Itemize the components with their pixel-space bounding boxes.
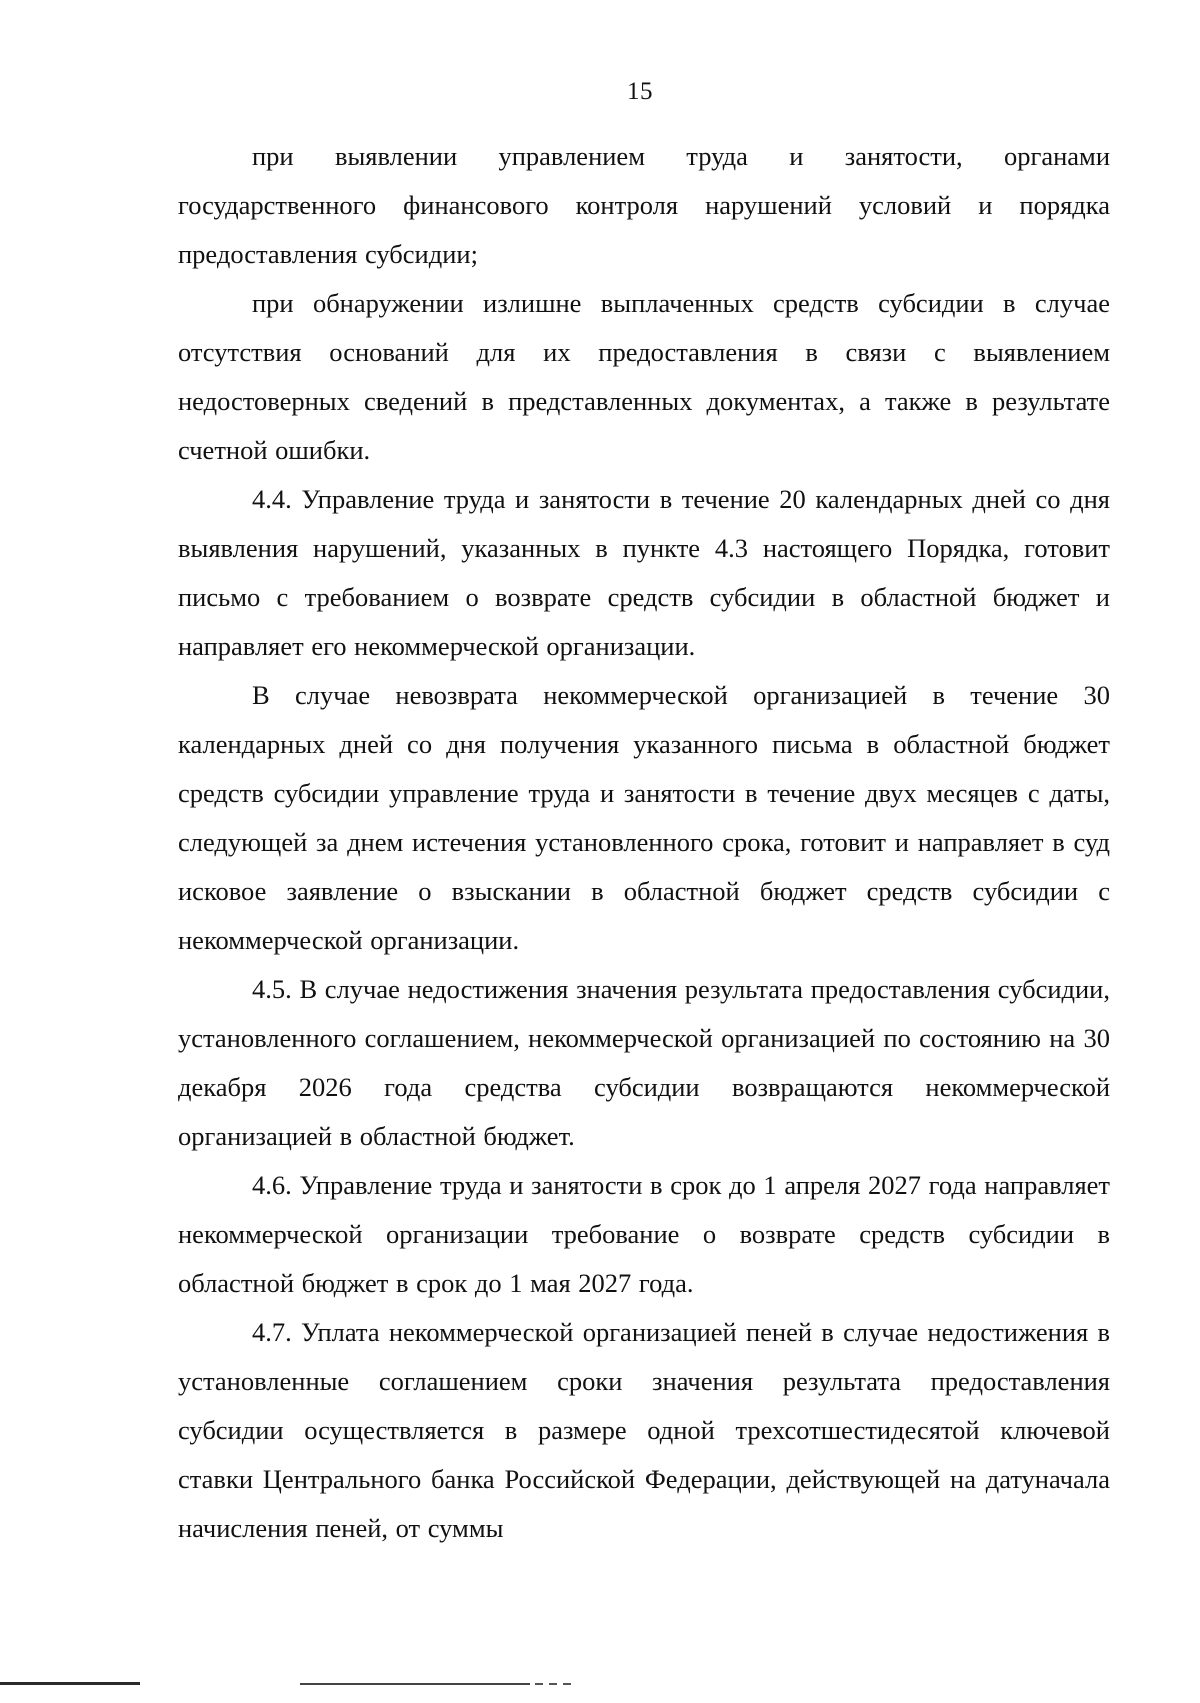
- paragraph-violation-detection: при выявлении управлением труда и занятости, органами государственного финансового контроля нарушений условий и порядка предоставления субсидии;: [178, 141, 1110, 269]
- document-body: [178, 132, 1110, 1553]
- paragraph-4-5: 4.5. В случае недостижения значения результата предоставления субсидии, установленного соглашением, некоммерческой организацией по состоянию на 30 декабря 2026 года средства субсидии возвращаются некоммерческой организацией в областной бюджет.: [178, 974, 1110, 1151]
- paragraph-non-return: В случае невозврата некоммерческой организацией в течение 30 календарных дней со дня получения указанного письма в областной бюджет средств субсидии управление труда и занятости в течение двух месяцев с даты, следующей за днем истечения установленного срока, готовит и направляет в суд исковое заявление о взыскании в областной бюджет средств субсидии с некоммерческой организации.: [178, 680, 1110, 955]
- paragraph-4-6: 4.6. Управление труда и занятости в срок до 1 апреля 2027 года направляет некоммерческой организации требование о возврате средств субсидии в областной бюджет в срок до 1 мая 2027 года.: [178, 1170, 1110, 1298]
- paragraph-overpayment: при обнаружении излишне выплаченных средств субсидии в случае отсутствия оснований для их предоставления в связи с выявлением недостоверных сведений в представленных документах, а также в результате счетной ошибки.: [178, 288, 1110, 465]
- paragraph-4-7: 4.7. Уплата некоммерческой организацией пеней в случае недостижения в установленные соглашением сроки значения результата предоставления субсидии осуществляется в размере одной трехсотшестидесятой ключевой ставки Центрального банка Российской Федерации, действующей на датуначала начисления пеней, от суммы: [178, 1317, 1110, 1543]
- scan-artifact-line: [0, 1682, 140, 1685]
- paragraph-4-4: 4.4. Управление труда и занятости в течение 20 календарных дней со дня выявления нарушений, указанных в пункте 4.3 настоящего Порядка, готовит письмо с требованием о возврате средств субсидии в областной бюджет и направляет его некоммерческой организации.: [178, 484, 1110, 661]
- scan-artifact-dashes: [535, 1683, 575, 1685]
- page-number: 15: [627, 78, 653, 105]
- scan-artifact-line: [300, 1683, 530, 1685]
